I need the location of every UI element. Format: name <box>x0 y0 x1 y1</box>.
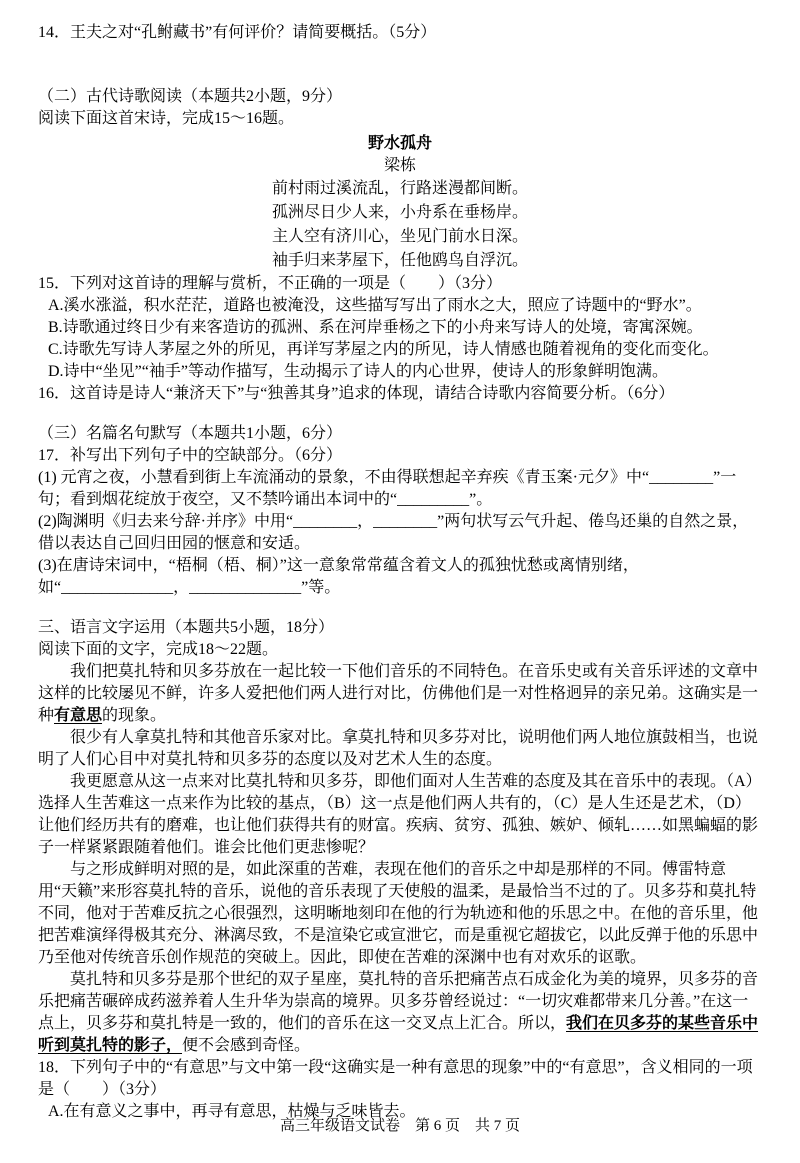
poem-title: 野水孤舟 <box>367 135 432 152</box>
question-15-option-d: D.诗中“坐见”“袖手”等动作描写，生动揭示了诗人的内心世界，使诗人的形象鲜明饱满。 <box>48 363 668 380</box>
section-2-intro: 阅读下面这首宋诗，完成15～16题。 <box>38 110 295 127</box>
question-18-option-a: A.在有意义之事中，再寻有意思，枯燥与乏味皆去。 <box>48 1103 416 1120</box>
question-15-stem: 15．下列对这首诗的理解与赏析，不正确的一项是（ ）（3分） <box>38 275 503 292</box>
question-16: 16．这首诗是诗人“兼济天下”与“独善其身”追求的体现，请结合诗歌内容简要分析。（6分） <box>38 385 675 402</box>
passage-paragraph-1 <box>38 661 762 727</box>
spacer <box>38 44 762 86</box>
poem-line: 袖手归来茅屋下，任他鸥鸟自浮沉。 <box>271 252 528 269</box>
question-17-part-3: (3)在唐诗宋词中，“梧桐（梧、桐）”这一意象常常蕴含着文人的孤独忧愁或离情别绪，如“______________，______________”等。 <box>38 557 639 596</box>
poem-body <box>38 177 762 273</box>
passage-paragraph-4: 与之形成鲜明对照的是，如此深重的苦难，表现在他们的音乐之中却是那样的不同。傅雷特意用“天籁”来形容莫扎特的音乐，说他的音乐表现了天使般的温柔，是最恰当不过的了。贝多芬和莫扎特不同，他对于苦难反抗之心很强烈，这明晰地刻印在他的行为轨迹和他的乐思之中。在他的音乐里，他把苦难演绎得极其充分、淋漓尽致，不是渲染它或宣泄它，而是重视它超拔它，以此反弹于他的乐思中乃至他对传统音乐创作规范的突破上。因此，即使在苦难的深渊中也有对欢乐的讴歌。 <box>38 861 759 966</box>
passage-paragraph-2: 很少有人拿莫扎特和其他音乐家对比。拿莫扎特和贝多芬对比，说明他们两人地位旗鼓相当，也说明了人们心目中对莫扎特和贝多芬的态度以及对艺术人生的态度。 <box>38 729 759 768</box>
question-14: 14．王夫之对“孔鲋藏书”有何评价？请简要概括。（5分） <box>38 24 437 41</box>
question-15-option-b: B.诗歌通过终日少有来客造访的孤洲、系在河岸垂杨之下的小舟来写诗人的处境，寄寓深婉。 <box>48 319 703 336</box>
section-language-heading: 三、语言文字运用（本题共5小题，18分） <box>38 619 335 636</box>
question-17-stem: 17．补写出下列句子中的空缺部分。（6分） <box>38 447 343 464</box>
section-language-intro: 阅读下面的文字，完成18～22题。 <box>38 641 279 658</box>
passage-paragraph-3: 我更愿意从这一点来对比莫扎特和贝多芬，即他们面对人生苦难的态度及其在音乐中的表现。（A）选择人生苦难这一点来作为比较的基点，（B）这一点是他们两人共有的，（C）是人生还是艺术，（D）让他们经历共有的磨难，也让他们获得共有的财富。疾病、贫穷、孤独、嫉妒、倾轧……如黑蝙蝠的影子一样紧紧跟随着他们。谁会比他们更悲惨呢？ <box>38 773 762 856</box>
passage-paragraph-5 <box>38 969 762 1057</box>
section-2-heading: （二）古代诗歌阅读（本题共2小题，9分） <box>38 88 343 105</box>
question-17-part-2: (2)陶渊明《归去来兮辞·并序》中用“________，________”两句状写云气升起、倦鸟还巢的自然之景，借以表达自己回归田园的惬意和安适。 <box>38 513 749 552</box>
poem-line: 孤洲尽日少人来，小舟系在垂杨岸。 <box>271 204 528 221</box>
passage-text: 我们把莫扎特和贝多芬放在一起比较一下他们音乐的不同特色。在音乐史或有关音乐评述的文章中这样的比较屡见不鲜，许多人爱把他们两人进行对比，仿佛他们是一对性格迥异的亲兄弟。这确实是一种 <box>38 663 759 724</box>
spacer <box>38 405 762 423</box>
passage-text: 的现象。 <box>102 707 167 724</box>
question-15-option-a: A.溪水涨溢，积水茫茫，道路也被淹没，这些描写写出了雨水之大，照应了诗题中的“野水”。 <box>48 297 702 314</box>
spacer <box>38 599 762 617</box>
poem-line: 前村雨过溪流乱，行路迷漫都间断。 <box>271 180 528 197</box>
question-17-part-1: (1) 元宵之夜，小慧看到街上车流涌动的景象，不由得联想起辛弃疾《青玉案·元夕》中“________”一句；看到烟花绽放于夜空，又不禁吟诵出本词中的“_________”。 <box>38 469 737 508</box>
passage-text: 便不会感到奇怪。 <box>182 1037 311 1054</box>
question-15-option-c: C.诗歌先写诗人茅屋之外的所见，再详写茅屋之内的所见，诗人情感也随着视角的变化而变化。 <box>48 341 719 358</box>
section-3-heading: （三）名篇名句默写（本题共1小题，6分） <box>38 425 343 442</box>
passage-text: 莫扎特和贝多芬是那个世纪的双子星座，莫扎特的音乐把痛苦点石成金化为美的境界，贝多芬的音乐把痛苦碾碎成药滋养着人生升华为崇高的境界。贝多芬曾经说过：“一切灾难都带来几分善。”在这一点上，贝多芬和莫扎特是一致的，他们的音乐在这一交叉点上汇合。所以， <box>38 971 759 1032</box>
poem-author: 梁栋 <box>383 157 416 174</box>
poem-line: 主人空有济川心，坐见门前水日深。 <box>271 228 528 245</box>
emphasized-phrase: 有意思 <box>54 707 103 724</box>
page-footer: 高三年级语文试卷 第 6 页 共 7 页 <box>279 1118 520 1134</box>
emphasized-phrase: 我们在贝多芬的某些音乐中听到莫扎特的影子， <box>38 1015 759 1054</box>
question-18-stem: 18．下列句子中的“有意思”与文中第一段“这确实是一种有意思的现象”中的“有意思”，含义相同的一项是（ ）（3分） <box>38 1059 753 1098</box>
